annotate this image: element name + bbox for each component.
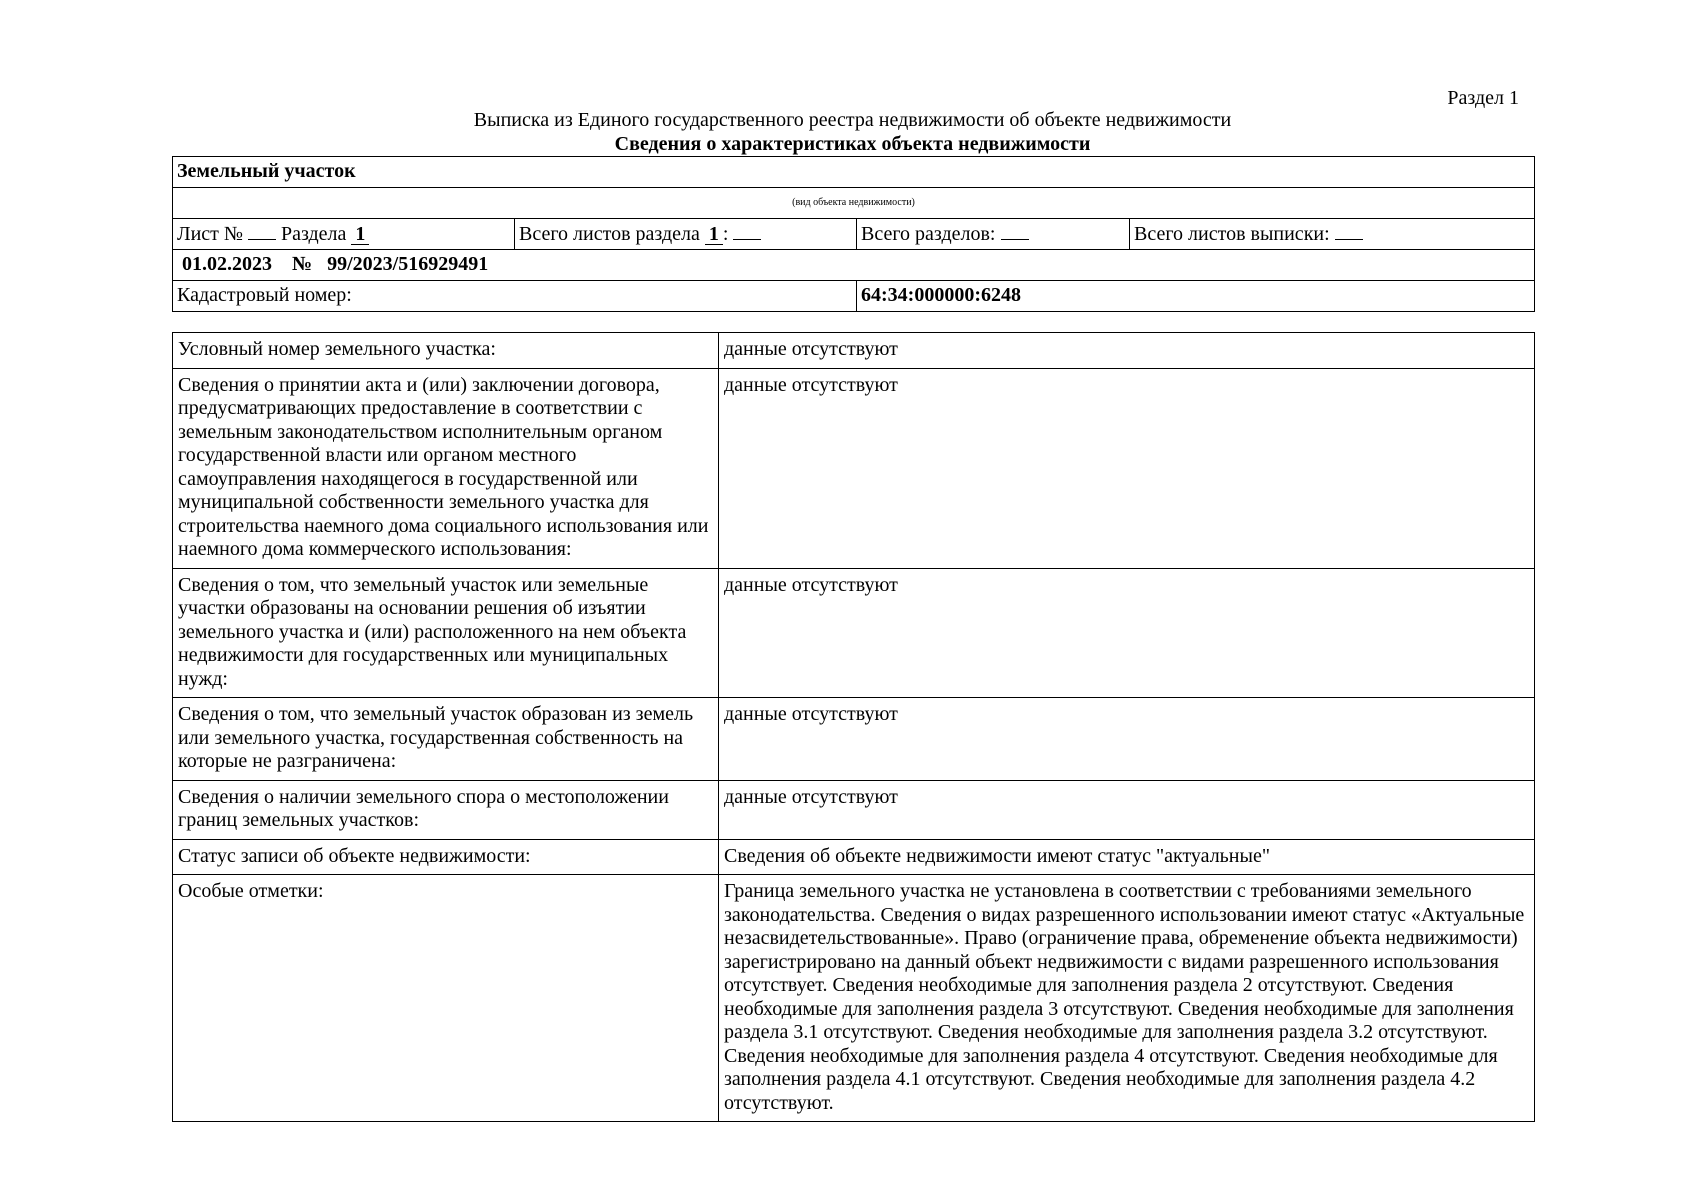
total-sections-label: Всего разделов: [861, 223, 996, 246]
number-sign: № [292, 253, 313, 276]
document-title: Выписка из Единого государственного реестра недвижимости об объекте недвижимости [473, 109, 1232, 131]
table-row [173, 875, 1535, 1122]
table-row [173, 780, 1535, 839]
extract-date: 01.02.2023 [182, 253, 272, 276]
section-label: Раздел 1 [1447, 87, 1519, 109]
table-row [173, 568, 1535, 698]
object-kind-note-row [173, 188, 1535, 219]
sheet-info-row [173, 219, 1535, 250]
date-number-cell [173, 250, 1535, 281]
cadastral-label: Кадастровый номер: [173, 281, 857, 312]
object-kind-row [173, 157, 1535, 188]
row-label: Особые отметки: [173, 875, 719, 1122]
row-value: Сведения об объекте недвижимости имеют статус "актуальные" [719, 839, 1535, 875]
row-value: данные отсутствуют [719, 698, 1535, 781]
total-sheets-section-cell: Всего листов раздела 1 : [515, 219, 857, 250]
date-number-row [173, 250, 1535, 281]
row-value: данные отсутствуют [719, 368, 1535, 568]
extract-number: 99/2023/516929491 [327, 253, 489, 276]
total-sections-cell [857, 219, 1130, 250]
section-of-label: Раздела [280, 223, 347, 246]
total-sheets-section-value: 1 [705, 224, 723, 245]
total-sheets-extract-label: Всего листов выписки: [1134, 223, 1330, 246]
cadastral-row [173, 281, 1535, 312]
row-label: Условный номер земельного участка: [173, 333, 719, 369]
row-value: Граница земельного участка не установлена в соответствии с требованиями земельного законодательства. Сведения о видах разрешенного использовании имеют статус «Актуальные незасвидетельствованные». Право (ограничение права, обременение объекта недвижимости) зарегистрировано на данный объект недвижимости с видами разрешенного использования отсутствует. Сведения необходимые для заполнения раздела 2 отсутствуют. Сведения необходимые для заполнения раздела 3 отсутствуют. Сведения необходимые для заполнения раздела 3.1 отсутствуют. Сведения необходимые для заполнения раздела 3.2 отсутствуют. Сведения необходимые для заполнения раздела 4 отсутствуют. Сведения необходимые для заполнения раздела 4.1 отсутствуют. Сведения необходимые для заполнения раздела 4.2 отсутствуют. [719, 875, 1535, 1122]
total-sections-blank [1001, 221, 1029, 240]
table-row [173, 333, 1535, 369]
cadastral-value: 64:34:000000:6248 [857, 281, 1535, 312]
section-of-value: 1 [351, 224, 369, 245]
object-kind-note: (вид объекта недвижимости) [173, 188, 1535, 219]
total-sheets-section-blank [733, 221, 761, 240]
sheet-no-blank [248, 221, 276, 240]
total-sheets-section-label: Всего листов раздела [519, 223, 700, 246]
row-value: данные отсутствуют [719, 780, 1535, 839]
table-row [173, 839, 1535, 875]
row-value: данные отсутствуют [719, 568, 1535, 698]
row-value: данные отсутствуют [719, 333, 1535, 369]
object-kind: Земельный участок [173, 157, 1535, 188]
row-label: Сведения о том, что земельный участок образован из земель или земельного участка, государственная собственность на которые не разграничена: [173, 698, 719, 781]
row-label: Статус записи об объекте недвижимости: [173, 839, 719, 875]
row-label: Сведения о принятии акта и (или) заключении договора, предусматривающих предоставление в соответствии с земельным законодательством исполнительным органом государственной власти или органом местного самоуправления находящегося в государственной или муниципальной собственности земельного участка для строительства наемного дома социального использования или наемного дома коммерческого использования: [173, 368, 719, 568]
table-row [173, 368, 1535, 568]
total-sheets-extract-blank [1335, 221, 1363, 240]
row-label: Сведения о том, что земельный участок или земельные участки образованы на основании решения об изъятии земельного участка и (или) расположенного на нем объекта недвижимости для государственных или муниципальных нужд: [173, 568, 719, 698]
characteristics-table [172, 332, 1535, 1122]
sheet-no-label: Лист № [177, 223, 243, 246]
sheet-number-cell [173, 219, 515, 250]
table-row [173, 698, 1535, 781]
row-label: Сведения о наличии земельного спора о местоположении границ земельных участков: [173, 780, 719, 839]
header-table [172, 156, 1535, 312]
document-subtitle: Сведения о характеристиках объекта недвижимости [614, 133, 1091, 155]
total-sheets-extract-cell [1130, 219, 1535, 250]
